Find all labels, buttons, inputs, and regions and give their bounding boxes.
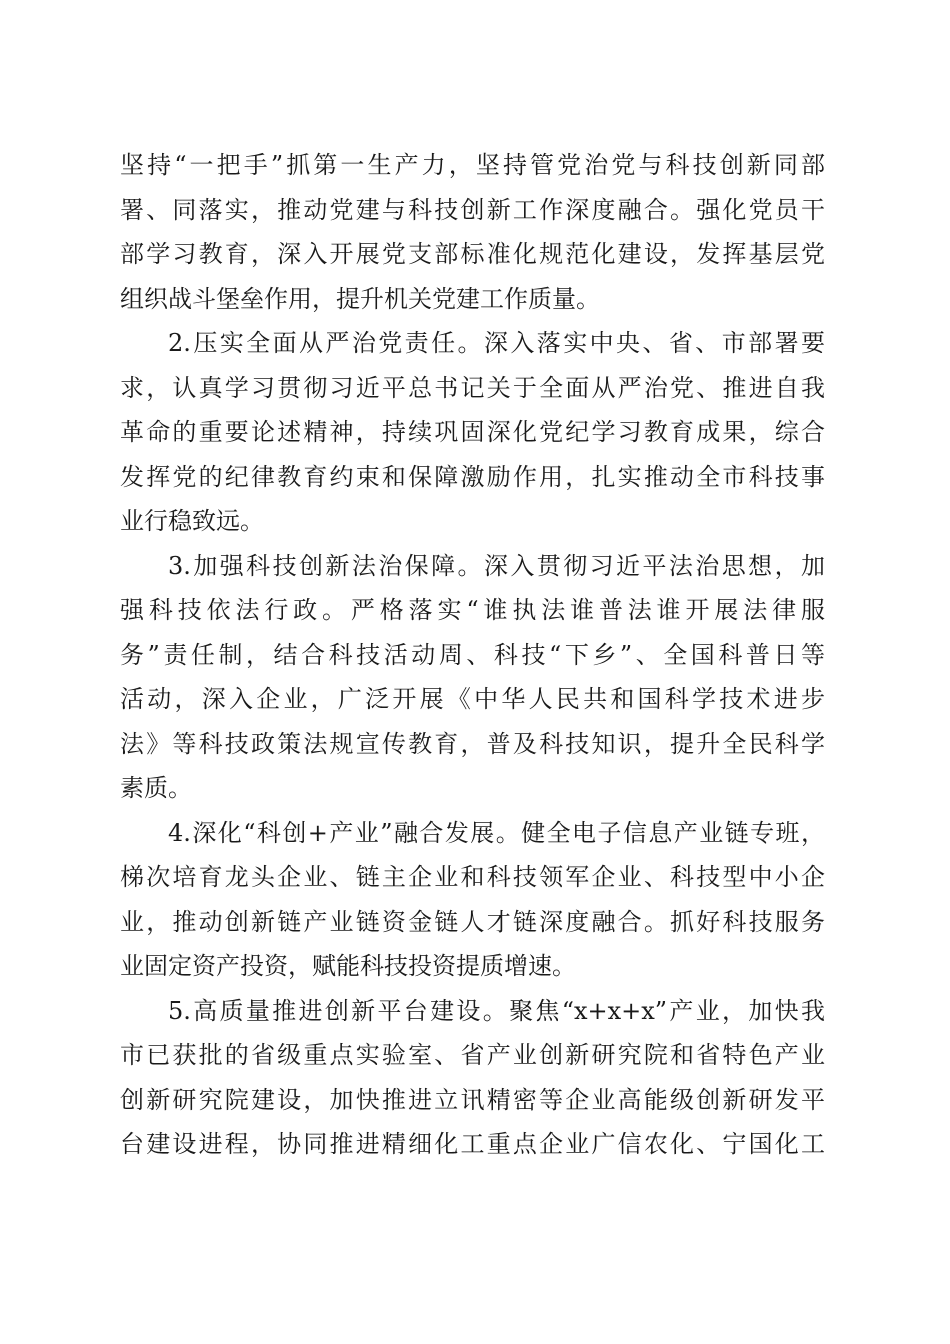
paragraph (120, 143, 825, 321)
text-line: 署、同落实，推动党建与科技创新工作深度融合。强化党员干 (120, 195, 825, 224)
paragraph (120, 544, 825, 811)
paragraph (120, 989, 825, 1167)
text-line: 创新研究院建设，加快推进立讯精密等企业高能级创新研发平 (120, 1085, 825, 1114)
text-line: 革命的重要论述精神，持续巩固深化党纪学习教育成果，综合 (120, 418, 825, 446)
paragraph (120, 811, 825, 989)
text-line: 坚持“一把手”抓第一生产力，坚持管党治党与科技创新同部 (120, 151, 825, 179)
text-line: 业，推动创新链产业链资金链人才链深度融合。抓好科技服务 (120, 907, 825, 936)
text-line: 发挥党的纪律教育约束和保障激励作用，扎实推动全市科技事 (120, 462, 825, 491)
text-line: 务”责任制，结合科技活动周、科技“下乡”、全国科普日等 (120, 640, 825, 669)
text-line: 5.高质量推进创新平台建设。聚焦“x+x+x”产业，加快我 (168, 996, 825, 1025)
text-line: 活动，深入企业，广泛开展《中华人民共和国科学技术进步 (120, 685, 825, 713)
text-line: 法》等科技政策法规宣传教育，普及科技知识，提升全民科学 (120, 729, 825, 758)
text-line: 台建设进程，协同推进精细化工重点企业广信农化、宁国化工 (120, 1130, 825, 1158)
text-line: 部学习教育，深入开展党支部标准化规范化建设，发挥基层党 (120, 240, 825, 268)
text-line: 强科技依法行政。严格落实“谁执法谁普法谁开展法律服 (120, 596, 825, 624)
text-line: 业行稳致远。 (120, 507, 264, 535)
text-line: 梯次培育龙头企业、链主企业和科技领军企业、科技型中小企 (120, 863, 825, 891)
text-line: 2.压实全面从严治党责任。深入落实中央、省、市部署要 (168, 329, 825, 357)
text-line: 求，认真学习贯彻习近平总书记关于全面从严治党、推进自我 (120, 373, 825, 402)
text-line: 素质。 (120, 774, 192, 802)
text-line: 业固定资产投资，赋能科技投资提质增速。 (120, 952, 576, 980)
text-line: 市已获批的省级重点实验室、省产业创新研究院和省特色产业 (120, 1041, 825, 1069)
text-line: 组织战斗堡垒作用，提升机关党建工作质量。 (120, 284, 600, 313)
document-body (120, 143, 825, 1167)
text-line: 3.加强科技创新法治保障。深入贯彻习近平法治思想，加 (168, 551, 825, 580)
paragraph (120, 321, 825, 544)
text-line: 4.深化“科创+产业”融合发展。健全电子信息产业链专班， (168, 818, 825, 847)
